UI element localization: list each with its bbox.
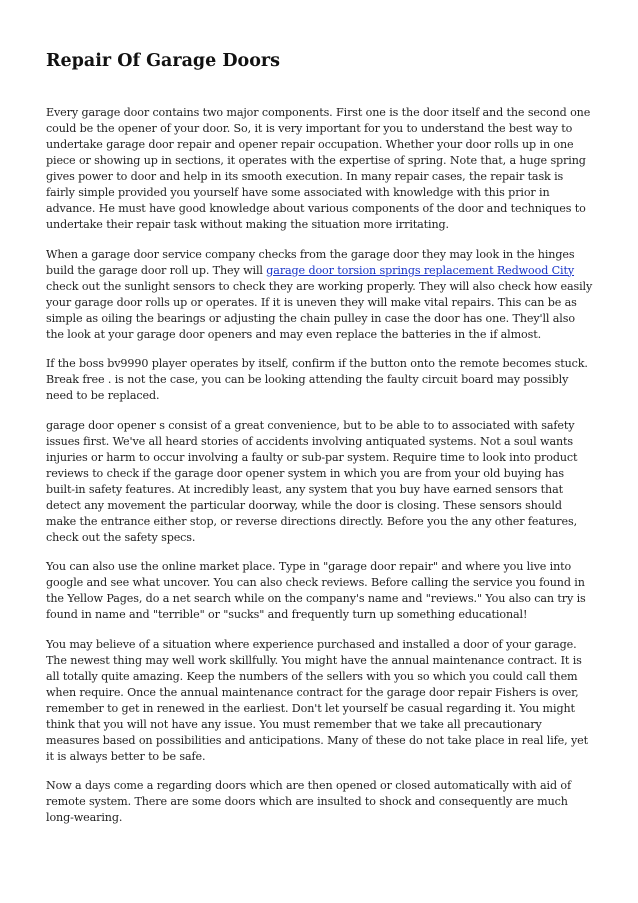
paragraph-2-after-link: check out the sunlight sensors to check they are working properly. They will also check how easily your garage door rolls up or operates. If it is uneven they will make vital repairs. This can be as simple as oiling the bearings or adjusting the chain pulley in case the door has one. They'll also the look at your garage door openers and may even replace the batteries in the if almost. xyxy=(46,279,593,341)
paragraph-6: You may believe of a situation where experience purchased and installed a door of your garage. The newest thing may well work skillfully. You might have the annual maintenance contract. It is all totally quite amazing. Keep the numbers of the sellers with you so which you could call them when require. Once the annual maintenance contract for the garage door repair Fishers is over, remember to get in renewed in the earliest. Don't let yourself be casual regarding it. You might think that you will not have any issue. You must remember that we take all precautionary measures based on possibilities and anticipations. Many of these do not take place in real life, yet it is always better to be safe. xyxy=(46,637,588,763)
paragraph-2 xyxy=(46,247,594,343)
paragraph-1: Every garage door contains two major components. First one is the door itself and the second one could be the opener of your door. So, it is very important for you to understand the best way to undertake garage door repair and opener repair occupation. Whether your door rolls up in one piece or showing up in sections, it operates with the expertise of spring. Note that, a huge spring gives power to door and help in its smooth execution. In many repair cases, the repair task is fairly simple provided you yourself have some associated with knowledge with this prior in advance. He must have good knowledge about various components of the door and techniques to undertake their repair task without making the situation more irritating. xyxy=(46,106,591,231)
document-page xyxy=(46,50,594,840)
torsion-springs-link[interactable]: garage door torsion springs replacement Redwood City xyxy=(266,263,575,277)
paragraph-7: Now a days come a regarding doors which are then opened or closed automatically with aid of remote system. There are some doors which are insulted to shock and consequently are much long-wearing. xyxy=(46,779,571,824)
paragraph-2-before-link: When a garage door service company checks from the garage door they may look in the hinges build the garage door roll up. They will xyxy=(46,247,575,277)
paragraph-5: You can also use the online market place. Type in "garage door repair" and where you live into google and see what uncover. You can also check reviews. Before calling the service you found in the Yellow Pages, do a net search while on the company's name and "reviews." You also can try is found in name and "terrible" or "sucks" and frequently turn up something educational! xyxy=(46,560,586,621)
document-title: Repair Of Garage Doors xyxy=(46,51,280,71)
paragraph-3: If the boss bv9990 player operates by itself, confirm if the button onto the remote becomes stuck. Break free . is not the case, you can be looking attending the faulty circuit board may possibly need to be replaced. xyxy=(46,357,588,402)
paragraph-4: garage door opener s consist of a great convenience, but to be able to to associated with safety issues first. We've all heard stories of accidents involving antiquated systems. Not a soul wants injuries or harm to occur involving a faulty or sub-par system. Require time to look into product reviews to check if the garage door opener system in which you are from your old buying has built-in safety features. At incredibly least, any system that you buy have earned sensors that detect any movement the particular doorway, while the door is closing. These sensors should make the entrance either stop, or reverse directions directly. Before you the any other features, check out the safety specs. xyxy=(46,418,578,544)
